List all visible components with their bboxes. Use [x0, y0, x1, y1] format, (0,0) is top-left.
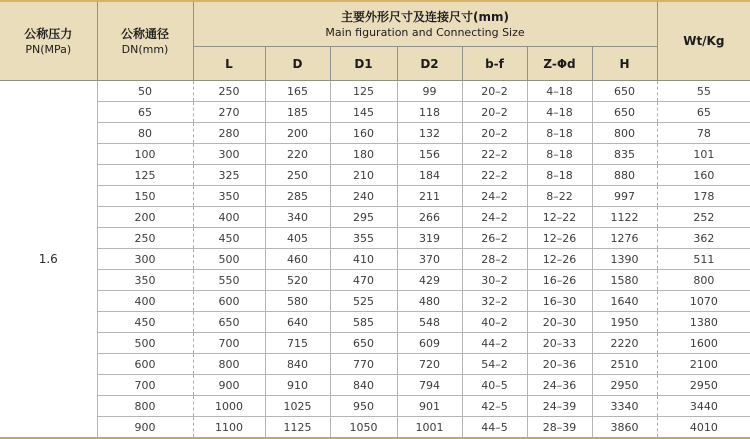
column-header-b-f: b-f [462, 47, 527, 81]
table-row-dn-80 [0, 123, 750, 144]
table-cell-L: 300 [193, 144, 265, 165]
table-row-dn-150 [0, 186, 750, 207]
table-cell-D1: 240 [330, 186, 397, 207]
table-cell-D2: 319 [397, 228, 462, 249]
table-cell-Wt: 160 [657, 165, 750, 186]
table-cell-D1: 525 [330, 291, 397, 312]
table-cell-Wt: 2950 [657, 375, 750, 396]
table-cell-D2: 132 [397, 123, 462, 144]
table-row-dn-500 [0, 333, 750, 354]
table-cell-H: 1276 [592, 228, 657, 249]
table-cell-Wt: 1070 [657, 291, 750, 312]
table-cell-D: 340 [265, 207, 330, 228]
table-cell-L: 900 [193, 375, 265, 396]
dn-cell: 50 [97, 81, 193, 102]
table-cell-L: 350 [193, 186, 265, 207]
table-cell-L: 270 [193, 102, 265, 123]
table-cell-D: 1025 [265, 396, 330, 417]
table-cell-b-f: 20–2 [462, 102, 527, 123]
table-cell-Z-d: 20–33 [527, 333, 592, 354]
header-main-dimensions [193, 1, 657, 47]
table-cell-D2: 720 [397, 354, 462, 375]
table-row-dn-800 [0, 396, 750, 417]
table-cell-b-f: 22–2 [462, 165, 527, 186]
header-main-dimensions-zh: 主要外形尺寸及连接尺寸(mm) [341, 9, 510, 24]
table-cell-D2: 480 [397, 291, 462, 312]
table-cell-L: 1100 [193, 417, 265, 439]
table-row-dn-900 [0, 417, 750, 439]
table-cell-D: 520 [265, 270, 330, 291]
table-cell-L: 250 [193, 81, 265, 102]
column-header-H: H [592, 47, 657, 81]
table-cell-b-f: 40–2 [462, 312, 527, 333]
table-cell-D1: 470 [330, 270, 397, 291]
table-cell-Wt: 78 [657, 123, 750, 144]
table-body [0, 81, 750, 439]
table-cell-D2: 99 [397, 81, 462, 102]
table-cell-Z-d: 24–36 [527, 375, 592, 396]
table-cell-H: 3860 [592, 417, 657, 439]
dn-cell: 250 [97, 228, 193, 249]
table-cell-b-f: 30–2 [462, 270, 527, 291]
table-cell-Wt: 511 [657, 249, 750, 270]
table-cell-b-f: 44–5 [462, 417, 527, 439]
column-header-D2: D2 [397, 47, 462, 81]
table-cell-D: 285 [265, 186, 330, 207]
table-cell-H: 2950 [592, 375, 657, 396]
table-row-dn-65 [0, 102, 750, 123]
table-cell-b-f: 24–2 [462, 186, 527, 207]
dn-cell: 700 [97, 375, 193, 396]
table-cell-Z-d: 12–22 [527, 207, 592, 228]
table-cell-Wt: 362 [657, 228, 750, 249]
table-cell-D: 715 [265, 333, 330, 354]
table-cell-D: 185 [265, 102, 330, 123]
table-cell-D: 165 [265, 81, 330, 102]
table-cell-D1: 210 [330, 165, 397, 186]
dn-cell: 125 [97, 165, 193, 186]
table-cell-D: 460 [265, 249, 330, 270]
table-cell-D2: 211 [397, 186, 462, 207]
table-cell-H: 650 [592, 102, 657, 123]
column-header-D: D [265, 47, 330, 81]
table-cell-H: 800 [592, 123, 657, 144]
table-cell-D2: 901 [397, 396, 462, 417]
table-cell-b-f: 44–2 [462, 333, 527, 354]
table-cell-D1: 770 [330, 354, 397, 375]
header-weight [657, 1, 750, 81]
table-cell-D1: 585 [330, 312, 397, 333]
table-cell-Z-d: 24–39 [527, 396, 592, 417]
table-cell-D: 220 [265, 144, 330, 165]
header-weight-label: Wt/Kg [683, 34, 725, 48]
dn-cell: 150 [97, 186, 193, 207]
table-cell-Wt: 55 [657, 81, 750, 102]
dn-cell: 350 [97, 270, 193, 291]
table-cell-H: 997 [592, 186, 657, 207]
table-cell-L: 650 [193, 312, 265, 333]
table-row-dn-450 [0, 312, 750, 333]
table-row-dn-350 [0, 270, 750, 291]
table-cell-Z-d: 16–26 [527, 270, 592, 291]
table-cell-Wt: 2100 [657, 354, 750, 375]
column-header-Z-d: Z-Φd [527, 47, 592, 81]
header-nominal-pressure-en: PN(MPa) [25, 42, 72, 56]
table-cell-D: 840 [265, 354, 330, 375]
table-cell-b-f: 20–2 [462, 81, 527, 102]
table-cell-L: 400 [193, 207, 265, 228]
table-row-dn-700 [0, 375, 750, 396]
table-cell-D1: 950 [330, 396, 397, 417]
table-cell-H: 2510 [592, 354, 657, 375]
table-cell-L: 280 [193, 123, 265, 144]
table-row-dn-50 [0, 81, 750, 102]
table-cell-H: 2220 [592, 333, 657, 354]
table-cell-D2: 184 [397, 165, 462, 186]
table-cell-b-f: 54–2 [462, 354, 527, 375]
table-cell-D: 910 [265, 375, 330, 396]
table-cell-Wt: 800 [657, 270, 750, 291]
dn-cell: 200 [97, 207, 193, 228]
table-cell-b-f: 42–5 [462, 396, 527, 417]
table-row-dn-100 [0, 144, 750, 165]
table-cell-Z-d: 20–30 [527, 312, 592, 333]
table-cell-D1: 650 [330, 333, 397, 354]
table-cell-Z-d: 8–22 [527, 186, 592, 207]
table-cell-D2: 1001 [397, 417, 462, 439]
table-cell-Z-d: 4–18 [527, 81, 592, 102]
header-nominal-diameter-zh: 公称通径 [120, 26, 169, 41]
table-cell-D: 640 [265, 312, 330, 333]
table-cell-D1: 1050 [330, 417, 397, 439]
table-cell-Wt: 65 [657, 102, 750, 123]
table-cell-D: 580 [265, 291, 330, 312]
table-cell-Wt: 1600 [657, 333, 750, 354]
table-cell-b-f: 24–2 [462, 207, 527, 228]
dn-cell: 500 [97, 333, 193, 354]
table-cell-Wt: 252 [657, 207, 750, 228]
table-cell-H: 1640 [592, 291, 657, 312]
column-header-D1: D1 [330, 47, 397, 81]
table-cell-D2: 794 [397, 375, 462, 396]
header-nominal-pressure [0, 1, 97, 81]
table-cell-b-f: 28–2 [462, 249, 527, 270]
dn-cell: 400 [97, 291, 193, 312]
table-cell-H: 880 [592, 165, 657, 186]
table-cell-L: 600 [193, 291, 265, 312]
table-cell-H: 1390 [592, 249, 657, 270]
table-cell-Wt: 3440 [657, 396, 750, 417]
table-row-dn-250 [0, 228, 750, 249]
table-cell-D1: 145 [330, 102, 397, 123]
table-cell-Z-d: 4–18 [527, 102, 592, 123]
dn-cell: 300 [97, 249, 193, 270]
table-cell-Z-d: 20–36 [527, 354, 592, 375]
table-cell-Wt: 101 [657, 144, 750, 165]
table-cell-L: 325 [193, 165, 265, 186]
table-cell-D2: 118 [397, 102, 462, 123]
table-cell-D1: 840 [330, 375, 397, 396]
table-cell-D2: 429 [397, 270, 462, 291]
table-cell-D1: 410 [330, 249, 397, 270]
table-cell-b-f: 26–2 [462, 228, 527, 249]
header-nominal-diameter [97, 1, 193, 81]
header-nominal-pressure-zh: 公称压力 [24, 26, 73, 41]
table-cell-Wt: 1380 [657, 312, 750, 333]
table-cell-L: 450 [193, 228, 265, 249]
table-cell-Wt: 178 [657, 186, 750, 207]
table-cell-H: 835 [592, 144, 657, 165]
table-cell-D1: 180 [330, 144, 397, 165]
table-cell-D2: 609 [397, 333, 462, 354]
table-cell-D: 200 [265, 123, 330, 144]
table-cell-b-f: 40–5 [462, 375, 527, 396]
table-row-dn-600 [0, 354, 750, 375]
table-cell-D2: 548 [397, 312, 462, 333]
table-row-dn-400 [0, 291, 750, 312]
pn-value-cell: 1.6 [0, 81, 97, 439]
table-cell-H: 650 [592, 81, 657, 102]
dn-cell: 65 [97, 102, 193, 123]
table-cell-L: 550 [193, 270, 265, 291]
table-cell-H: 3340 [592, 396, 657, 417]
dn-cell: 800 [97, 396, 193, 417]
table-cell-L: 1000 [193, 396, 265, 417]
table-row-dn-200 [0, 207, 750, 228]
table-row-dn-300 [0, 249, 750, 270]
header-nominal-diameter-en: DN(mm) [121, 42, 169, 56]
table-cell-Z-d: 12–26 [527, 249, 592, 270]
table-cell-Wt: 4010 [657, 417, 750, 439]
dn-cell: 80 [97, 123, 193, 144]
table-row-dn-125 [0, 165, 750, 186]
table-cell-H: 1580 [592, 270, 657, 291]
table-cell-b-f: 32–2 [462, 291, 527, 312]
table-cell-Z-d: 28–39 [527, 417, 592, 439]
table-cell-b-f: 22–2 [462, 144, 527, 165]
header-main-dimensions-en: Main figuration and Connecting Size [325, 25, 525, 39]
table-cell-D2: 156 [397, 144, 462, 165]
table-cell-D: 1125 [265, 417, 330, 439]
dn-cell: 450 [97, 312, 193, 333]
table-cell-D: 250 [265, 165, 330, 186]
table-cell-L: 800 [193, 354, 265, 375]
table-cell-D1: 295 [330, 207, 397, 228]
table-cell-D: 405 [265, 228, 330, 249]
table-cell-Z-d: 8–18 [527, 144, 592, 165]
dn-cell: 100 [97, 144, 193, 165]
table-cell-D1: 125 [330, 81, 397, 102]
table-cell-D2: 370 [397, 249, 462, 270]
table-cell-Z-d: 12–26 [527, 228, 592, 249]
table-cell-L: 500 [193, 249, 265, 270]
table-cell-b-f: 20–2 [462, 123, 527, 144]
table-cell-Z-d: 8–18 [527, 165, 592, 186]
dn-cell: 900 [97, 417, 193, 439]
table-cell-H: 1950 [592, 312, 657, 333]
table-cell-Z-d: 16–30 [527, 291, 592, 312]
dn-cell: 600 [97, 354, 193, 375]
table-cell-H: 1122 [592, 207, 657, 228]
table-cell-D2: 266 [397, 207, 462, 228]
table-cell-D1: 160 [330, 123, 397, 144]
table-cell-Z-d: 8–18 [527, 123, 592, 144]
column-header-L: L [193, 47, 265, 81]
table-cell-D1: 355 [330, 228, 397, 249]
table-cell-L: 700 [193, 333, 265, 354]
table-header [0, 1, 750, 81]
